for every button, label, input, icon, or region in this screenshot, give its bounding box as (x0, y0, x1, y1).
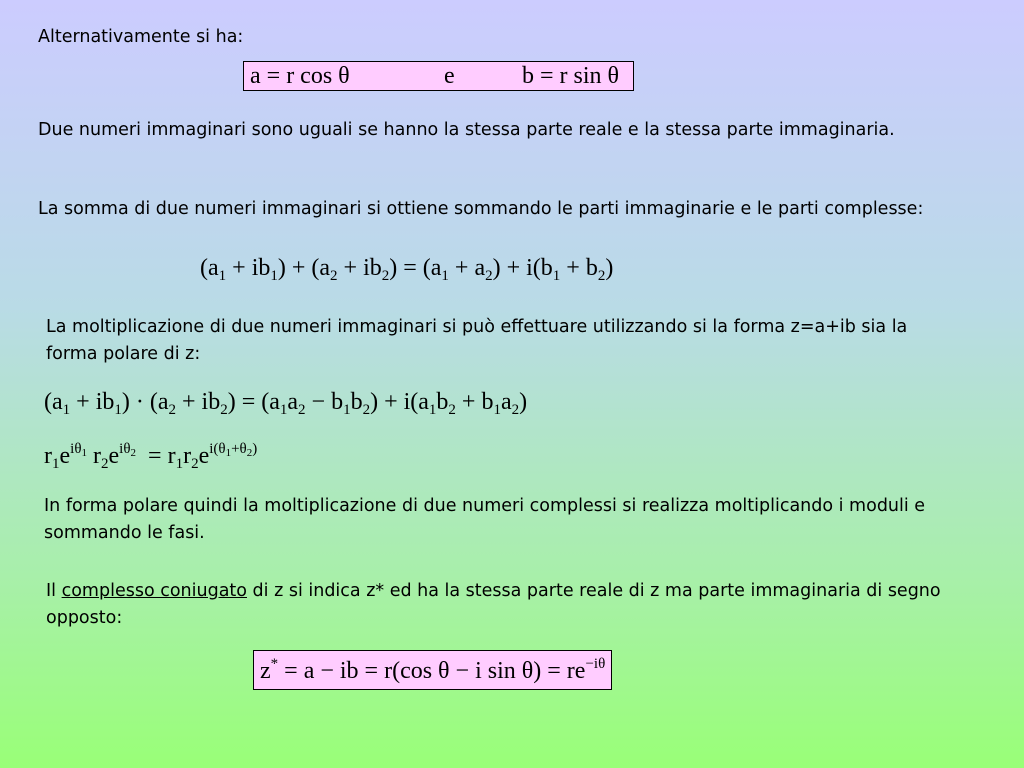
equality-text: Due numeri immaginari sono uguali se hanno la stessa parte reale e la stessa parte immaginaria. (38, 120, 895, 140)
product-formula: $(a_1 + ib_1) \cdot (a_2 + ib_2) = (a_1a_2 - b_1b_2) + i(a_1b_2 + b_1a_2)$ (44, 389, 528, 418)
polar-product-formula: $r_1e^{i\theta_1}$ $r_2e^{i\theta_2} = r_1r_2e^{i(\theta_1+\theta_2)}$ (44, 441, 258, 472)
formula-and: e (444, 63, 455, 89)
formula-a: a = r cos θ (250, 63, 350, 89)
conjugate-formula: z* = a − ib = r(cos θ − i $\sin \theta) = re^{-i\theta}$ (253, 650, 612, 690)
sum-text: La somma di due numeri immaginari si ottiene sommando le parti immaginarie e le parti complesse: (38, 199, 924, 219)
conjugate-text-pre: Il (46, 581, 62, 601)
sum-formula: $(a_1 + ib_1) + (a_2 + ib_2) = (a_1 + a_2) + i(b_1 + b_2)$ (200, 255, 614, 284)
intro-text: Alternativamente si ha: (38, 27, 244, 47)
conjugate-link[interactable]: complesso coniugato (61, 581, 247, 601)
conjugate-text-post: di z si indica z* ed ha la stessa parte reale di z ma parte immaginaria di segno opposto: (46, 581, 941, 628)
formula-b: b = r sin θ (522, 63, 620, 89)
polar-text: In forma polare quindi la moltiplicazione di due numeri complessi si realizza moltiplicando i moduli e sommando le fasi. (44, 496, 926, 543)
polar-coordinates-formula (243, 61, 634, 91)
multiplication-text: La moltiplicazione di due numeri immaginari si può effettuare utilizzando si la forma z=a+ib sia la forma polare di z: (46, 317, 908, 364)
conjugate-text (46, 578, 946, 632)
